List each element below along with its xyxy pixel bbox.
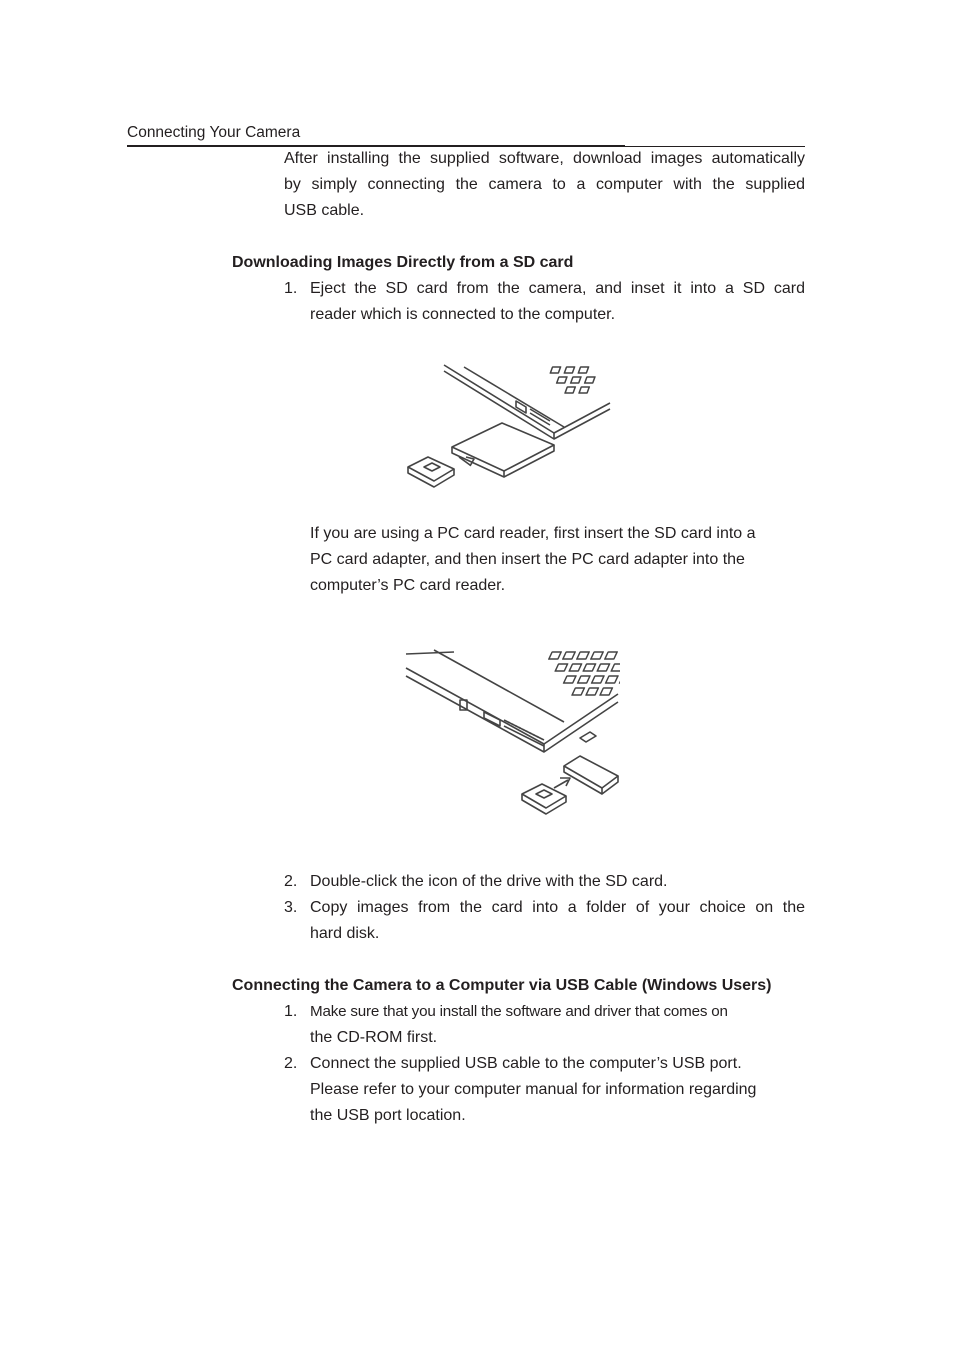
- list-number: 2.: [284, 1055, 298, 1072]
- pc-card-adapter-illustration: [404, 648, 620, 826]
- list-item-line: Please refer to your computer manual for information regarding: [310, 1081, 757, 1098]
- note-line: If you are using a PC card reader, first insert the SD card into a: [310, 525, 756, 542]
- list-number: 2.: [284, 873, 298, 890]
- intro-line: USB cable.: [284, 202, 365, 219]
- sd-card-reader-illustration: [404, 363, 612, 491]
- running-header: Connecting Your Camera: [127, 124, 301, 141]
- list-number: 3.: [284, 899, 298, 916]
- list-item-line: Connect the supplied USB cable to the computer’s USB port.: [310, 1055, 742, 1072]
- intro-line: After installing the supplied software, download images automatically: [284, 150, 805, 167]
- list-item-line: the CD-ROM first.: [310, 1029, 438, 1046]
- intro-line: by simply connecting the camera to a computer with the supplied: [284, 176, 805, 193]
- list-number: 1.: [284, 1003, 298, 1020]
- pc-card-note: [310, 521, 805, 599]
- list-item-line: Make sure that you install the software and driver that comes on: [310, 1003, 728, 1020]
- intro-paragraph: [284, 146, 805, 224]
- list-item-line: Double-click the icon of the drive with the SD card.: [310, 873, 668, 890]
- note-line: computer’s PC card reader.: [310, 577, 506, 594]
- list-item-line: hard disk.: [310, 925, 380, 942]
- list-number: 1.: [284, 280, 298, 297]
- section-heading-usb-cable: Connecting the Camera to a Computer via USB Cable (Windows Users): [232, 977, 772, 994]
- list-item-line: Eject the SD card from the camera, and inset it into a SD card: [310, 280, 805, 297]
- list-item-line: Copy images from the card into a folder of your choice on the: [310, 899, 805, 916]
- note-line: PC card adapter, and then insert the PC card adapter into the: [310, 551, 745, 568]
- section-heading-sd-card: Downloading Images Directly from a SD card: [232, 254, 574, 271]
- list-item-line: the USB port location.: [310, 1107, 466, 1124]
- list-item-line: reader which is connected to the computer.: [310, 306, 616, 323]
